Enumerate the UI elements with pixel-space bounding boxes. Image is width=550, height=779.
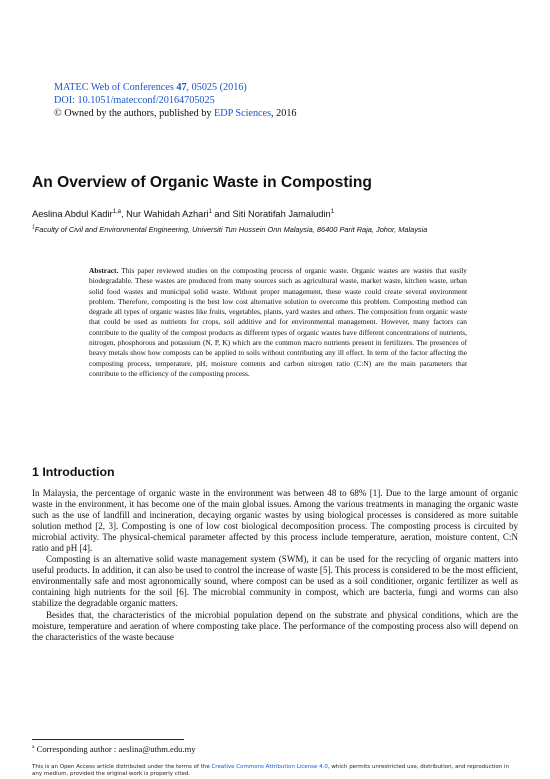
author-name: Nur Wahidah Azhari (126, 209, 209, 219)
footnote-text: Corresponding author : aeslina@uthm.edu.my (34, 744, 196, 754)
footnote-rule (32, 739, 184, 740)
footnote-sup: a (32, 744, 35, 751)
publisher-link[interactable]: EDP Sciences (213, 108, 272, 120)
section-title: 1 Introduction (32, 465, 115, 479)
copyright-line (54, 107, 474, 120)
body-paragraph: In Malaysia, the percentage of organic waste in the environment was between 48 to 68% [1]. Due to the large amount of organic waste in the environment, it has become one of the main global issues. Among the various treatments in managing the organic waste such as the use of landfill and incineration, decaying organic wastes by using biological processes is considered as more suitable solution method [2, 3]. Composting is one of low cost biological decomposition process. The composting process is circuited by microbial activity. The physical-chemical parameter affected by this process include temperature, aeration, moisture content, C:N ratio and pH [4]. (32, 488, 518, 554)
author-affil-sup: 1,a (112, 208, 121, 215)
footnote (32, 744, 518, 754)
journal-header (54, 81, 474, 121)
author-separator: , (120, 209, 127, 219)
affiliation (32, 225, 522, 235)
abstract (89, 266, 467, 379)
author-affil-sup: 1 (208, 208, 212, 215)
affiliation-sup: 1 (32, 224, 35, 231)
affiliation-text: Faculty of Civil and Environmental Engineering, Universiti Tun Hussein Onn Malaysia, 86400 Parit Raja, Johor, Malaysia (34, 225, 428, 234)
paper-title: An Overview of Organic Waste in Composting (32, 174, 372, 191)
license-text: This is an Open Access article distributed under the terms of the (32, 764, 212, 770)
journal-citation (54, 81, 474, 94)
body-paragraph: Composting is an alternative solid waste management system (SWM), it can be used for the recycling of organic matters into useful products. In addition, it can also be used to control the increase of waste [5]. This process is considered to be the most efficient, environmentally safe and most agronomically sound, where compost can be used as a soil conditioner, organic fertilizer as well as containing high nutrients for the soil [6]. The microbial community in compost, which are bacteria, fungi and worms can also stabilize the degradable organic matters. (32, 554, 518, 609)
copyright-year: , 2016 (271, 108, 297, 120)
journal-name: MATEC Web of Conferences (54, 82, 177, 93)
author-affil-sup: 1 (330, 208, 335, 215)
body-paragraph: Besides that, the characteristics of the microbial population depend on the substrate and physical conditions, which are the moisture, temperature and aeration of where composting take place. The performance of the composting process also will depend on the characteristics of the waste because (32, 609, 518, 642)
abstract-label: Abstract. (89, 266, 119, 275)
abstract-text: This paper reviewed studies on the composting process of organic waste. Organic wastes are wastes that easily biodegradable. These wastes are produced from many sources such as agricultural waste, market waste, kitchen waste, urban solid food wastes and municipal solid waste. Without proper management, these waste could create several environment problem. Therefore, composting is the best low cost alternative solution to overcome this problem. Composting method can degrade all types of organic wastes like fruits, vegetables, plants, yard wastes and others. The composition from organic waste that could be used as nutrients for crops, soil additive and for environmental management. However, many factors can contribute to the quality of the compost products as different types of organic wastes have different concentrations of nutrients, nitrogen, phosphorous and potassium (N, P, K) which are the common macro nutrients present in fertilizers. The presences of heavy metals show how composts can be applied to soils without contributing any ill effect. In term of the factor affecting the composting process, temperature, pH, moisture contents and carbon nitrogen ratio (C:N) are the main parameters that contribute to the efficiency of the composting process. (89, 266, 467, 378)
author-list (32, 208, 522, 220)
license-text-end: , which permits unrestricted use, distribution, and reproduction in any medium, provided the original work is properly cited. (32, 764, 509, 778)
author-separator: and (211, 209, 233, 219)
doi-link[interactable]: DOI: 10.1051/matecconf/20164705025 (54, 95, 215, 107)
section-body (32, 488, 518, 643)
author-name: Aeslina Abdul Kadir (32, 209, 113, 219)
license-link[interactable]: Creative Commons Attribution License 4.0 (211, 764, 328, 770)
owned-text: Owned by the authors, published by (61, 108, 214, 120)
copyright-icon: © (54, 108, 62, 120)
author-name: Siti Noratifah Jamaludin (232, 209, 331, 219)
article-info: , 05025 (2016) (186, 82, 247, 93)
journal-volume: 47 (176, 82, 187, 93)
